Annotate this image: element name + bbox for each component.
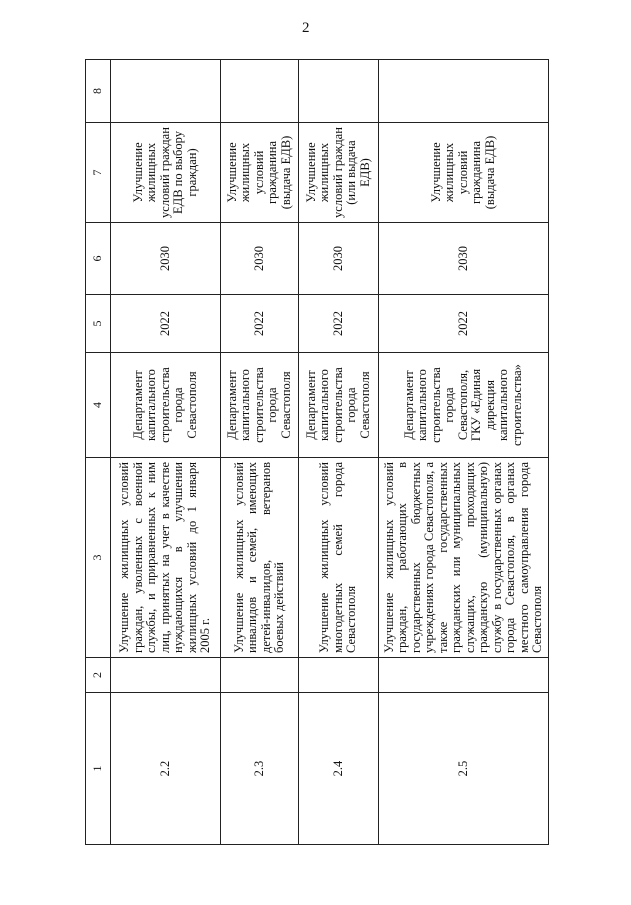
header-cell: 4 xyxy=(86,353,111,458)
rotated-table-container xyxy=(85,60,547,845)
row-result: Улучшение жилищных условий граждан ЕДВ по выбору граждан) xyxy=(111,123,221,223)
header-row xyxy=(86,60,111,845)
table-row xyxy=(299,60,379,845)
row-executor: Департамент капитального строительства города Севастополя, ГКУ «Единая дирекция капитального строительства» xyxy=(379,353,549,458)
header-cell: 5 xyxy=(86,295,111,353)
row-start-year: 2022 xyxy=(111,295,221,353)
table-row xyxy=(111,60,221,845)
row-start-year: 2022 xyxy=(221,295,299,353)
row-executor: Департамент капитального строительства города Севастополя xyxy=(299,353,379,458)
row-col2 xyxy=(379,658,549,693)
row-end-year: 2030 xyxy=(111,223,221,295)
header-cell: 1 xyxy=(86,693,111,845)
table-row xyxy=(221,60,299,845)
row-col2 xyxy=(111,658,221,693)
row-number: 2.3 xyxy=(221,693,299,845)
row-end-year: 2030 xyxy=(299,223,379,295)
row-result: Улучшение жилищных условий гражданина (выдача ЕДВ) xyxy=(379,123,549,223)
row-number: 2.5 xyxy=(379,693,549,845)
row-end-year: 2030 xyxy=(379,223,549,295)
row-start-year: 2022 xyxy=(299,295,379,353)
row-result: Улучшение жилищных условий гражданина (выдача ЕДВ) xyxy=(221,123,299,223)
row-col8 xyxy=(299,60,379,123)
row-number: 2.4 xyxy=(299,693,379,845)
header-cell: 3 xyxy=(86,458,111,658)
row-end-year: 2030 xyxy=(221,223,299,295)
row-executor: Департамент капитального строительства города Севастополя xyxy=(111,353,221,458)
row-col2 xyxy=(221,658,299,693)
header-cell: 6 xyxy=(86,223,111,295)
page-number: 2 xyxy=(302,20,310,36)
row-number: 2.2 xyxy=(111,693,221,845)
row-col8 xyxy=(111,60,221,123)
row-description: Улучшение жилищных условий инвалидов и семей, имеющих детей-инвалидов, ветеранов боевых действий xyxy=(221,458,299,658)
row-col8 xyxy=(379,60,549,123)
table-row xyxy=(379,60,549,845)
row-result: Улучшение жилищных условий граждан (или выдача ЕДВ) xyxy=(299,123,379,223)
program-table xyxy=(85,59,549,845)
row-executor: Департамент капитального строительства города Севастополя xyxy=(221,353,299,458)
row-description: Улучшение жилищных условий многодетных семей города Севастополя xyxy=(299,458,379,658)
row-description: Улучшение жилищных условий граждан, уволенных с военной службы, и приравненных к ним лиц, принятых на учет в качестве нуждающихся в улучшении жилищных условий до 1 января 2005 г. xyxy=(111,458,221,658)
header-cell: 8 xyxy=(86,60,111,123)
row-col2 xyxy=(299,658,379,693)
row-description: Улучшение жилищных условий граждан, работающих в государственных бюджетных учреждениях города Севастополя, а также государственных гражданских или муниципальных служащих, проходящих гражданскую (муниципальную) службу в государственных органах города Севастополя, в органах местного самоуправления города Севастополя xyxy=(379,458,549,658)
row-col8 xyxy=(221,60,299,123)
header-cell: 2 xyxy=(86,658,111,693)
header-cell: 7 xyxy=(86,123,111,223)
row-start-year: 2022 xyxy=(379,295,549,353)
